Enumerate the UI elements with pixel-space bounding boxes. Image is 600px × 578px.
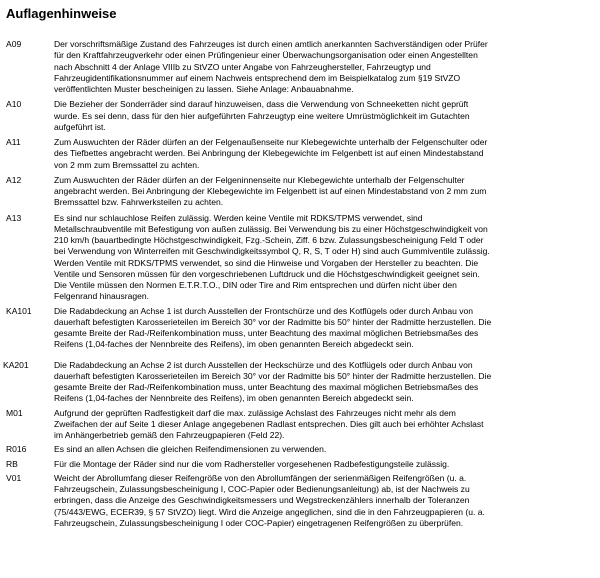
condition-code: A12 [6,174,22,185]
condition-text: Es sind an allen Achsen die gleichen Reifendimensionen zu verwenden. [54,444,327,455]
condition-text: Der vorschriftsmäßige Zustand des Fahrzeuges ist durch einen amtlich anerkannten Sachverständigen oder Prüfer für den Kraftfahrzeugverkehr oder einen Prüfingenieur einer Überwachungsorganisation oder einen Angestellten nach Abschnitt 4 der Anlage VIIIb zu StVZO unter Angabe von Fahrzeughersteller, Fahrzeugtyp und Fahrzeugidentifikationsnummer auf einem Nachweis entsprechend dem im Beispielkatalog zum §19 StVZO veröffentlichten Muster bescheinigen zu lassen. Siehe Anlage: Anbauabnahme. [54,39,488,94]
condition-m01 [6,408,592,442]
condition-text: Weicht der Abrollumfang dieser Reifengröße von den Abrollumfängen der serienmäßigen Reifengrößen (u. a. Fahrzeugschein, Zulassungsbescheinigung I, COC-Papier oder Bedienungsanleitung) ab, ist der Nachweis zu erbringen, dass die Anzeige des Geschwindigkeitsmessers und Wegstreckenzählers innerhalb der Toleranzen (75/443/EWG, ECER39, § 57 StVZO) liegt. Wird die Anzeige angeglichen, sind die in den Fahrzeugpapieren (u. a. Fahrzeugschein, Zulassungsbescheinigung I oder COC-Papier) eingetragenen Reifengrößen zu überprüfen. [54,472,485,528]
condition-a09 [6,39,592,95]
condition-text: Die Radabdeckung an Achse 1 ist durch Ausstellen der Frontschürze und des Kotflügels oder durch Anbau von dauerhaft befestigten Karosserieteilen im Bereich 30° vor der Radmitte bis 50° hinter der Radmitte herzustellen. Die gesamte Breite der Rad-/Reifenkombination muss, unter Beachtung des maximal möglichen Betriebsmaßes des Reifens (1,04-faches der Nennbreite des Reifens), im oben genannten Bereich abgedeckt sein. [54,305,492,350]
condition-text: Die Bezieher der Sonderräder sind darauf hinzuweisen, dass die Verwendung von Schneeketten nicht geprüft wurde. Es sei denn, dass für den hier aufgeführten Fahrzeugtyp eine weitere Umrüstmöglichkeit im Gutachten aufgeführt ist. [54,99,470,132]
condition-r016 [6,444,592,455]
condition-code: A10 [6,99,22,110]
condition-text: Zum Auswuchten der Räder dürfen an der Felgenaußenseite nur Klebegewichte unterhalb der Felgenschulter oder des Tiefbettes angebracht werden. Bei Anbringung der Klebegewichte im Felgenbett ist auf einen Mindestabstand von 2 mm zum Bremssattel zu achten. [54,137,488,170]
condition-a12 [6,175,592,209]
condition-v01 [6,473,592,529]
condition-code: A11 [6,137,21,147]
condition-code: A09 [6,39,22,49]
page-heading: Auflagenhinweise [6,6,117,21]
condition-text: Aufgrund der geprüften Radfestigkeit darf die max. zulässige Achslast des Fahrzeuges nicht mehr als dem Zweifachen der auf Seite 1 dieser Anlage angegebenen Radlast entsprechen. Dies gilt auch bei erhöhter Achslast im Anhängerbetrieb gemäß den Fahrzeugpapieren (Feld 22). [54,407,484,440]
condition-code: M01 [6,407,23,418]
condition-code: R016 [6,444,27,455]
condition-ka101 [6,306,592,351]
condition-code: A13 [6,212,22,223]
condition-text: Es sind nur schlauchlose Reifen zulässig. Werden keine Ventile mit RDKS/TPMS verwendet, sind Metallschraubventile mit Befestigung von außen zulässig. Bei Verwendung bis zu einer Höchstgeschwindigkeit von 210 km/h (bauartbedingte Höchstgeschwindigkeit, Fzg.-Schein, Ziff. 6 bzw. Zulassungsbescheinigung Feld T oder bei Verwendung von Winterreifen mit Geschwindigkeitssymbol Q, R, S, T oder H) sind auch Gummiventile zulässig. Werden Ventile mit RDKS/TPMS verwendet, so sind die Hinweise und Vorgaben der Hersteller zu beachten. Die Ventile und Sensoren müssen für den vorgeschriebenen Luftdruck und die Höchstgeschwindigkeit geeignet sein. Die Ventile müssen den Normen E.T.R.T.O., DIN oder Tire and Rim entsprechen und dürfen nicht über den Felgenrand hinausragen. [54,212,490,302]
condition-ka201 [3,360,592,405]
condition-a13 [6,213,592,303]
condition-text: Die Radabdeckung an Achse 2 ist durch Ausstellen der Heckschürze und des Kotflügels oder durch Anbau von dauerhaft befestigten Karosserieteilen im Bereich 30° vor der Radmitte bis 50° hinter der Radmitte herzustellen. Die gesamte Breite der Rad-/Reifenkombination muss, unter Beachtung des maximal möglichen Betriebsmaßes des Reifens (1,04-faches der Nennbreite des Reifens), im oben genannten Bereich abgedeckt sein. [54,359,492,404]
condition-text: Für die Montage der Räder sind nur die vom Radhersteller vorgesehenen Radbefestigungsteile zulässig. [54,458,450,469]
condition-code: KA201 [3,359,29,370]
condition-code: RB [6,458,18,469]
condition-rb [6,459,592,470]
condition-a10 [6,99,592,133]
condition-text: Zum Auswuchten der Räder dürfen an der Felgeninnenseite nur Klebegewichte unterhalb der Felgenschulter angebracht werden. Bei Anbringung der Klebegewichte im Felgenbett ist auf einen Mindestabstand von 2 mm zum Bremssattel bzw. Fahrwerksteilen zu achten. [54,174,487,208]
condition-code: V01 [6,472,22,483]
conditions-list [3,39,592,529]
condition-code: KA101 [6,305,32,316]
condition-a11 [6,137,592,171]
